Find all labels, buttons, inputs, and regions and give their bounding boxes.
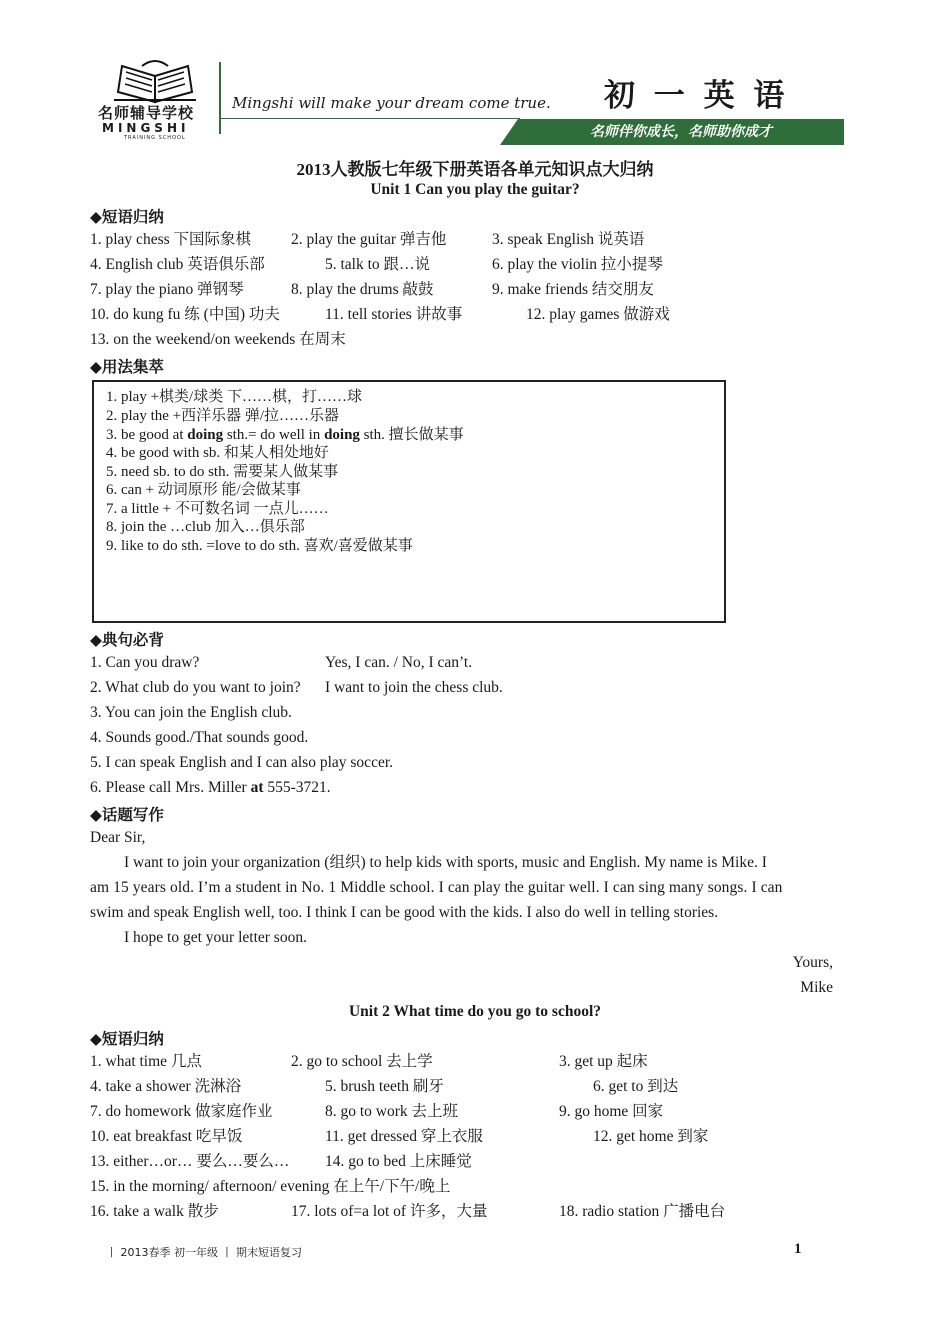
unit1-phrases-heading: ◆短语归纳 <box>90 208 164 226</box>
usage-item: 9. like to do sth. =love to do sth. 喜欢/喜爱做某事 <box>106 538 413 554</box>
school-name: 名师辅导学校 <box>98 104 195 122</box>
list-item: 4. take a shower 洗淋浴 <box>90 1078 242 1095</box>
usage-text: sth. 擅长做某事 <box>359 427 464 443</box>
usage-item: 4. be good with sb. 和某人相处地好 <box>106 445 329 461</box>
page-title: 2013人教版七年级下册英语各单元知识点大归纳 <box>296 160 654 179</box>
list-item: 7. play the piano 弹钢琴 <box>90 281 244 298</box>
list-item: 5. talk to 跟…说 <box>325 256 431 273</box>
school-logo-text: MINGSHI <box>102 121 190 135</box>
list-item <box>90 778 331 798</box>
list-item: 8. go to work 去上班 <box>325 1103 459 1120</box>
header-divider <box>219 62 221 134</box>
page-number: 1 <box>794 1241 802 1257</box>
page-footer: 丨 2013春季 初一年级 丨 期末短语复习 <box>106 1246 302 1259</box>
list-item: 11. tell stories 讲故事 <box>325 306 463 323</box>
unit2-phrases-heading: ◆短语归纳 <box>90 1030 164 1048</box>
sentence-text: 6. Please call Mrs. Miller <box>90 779 251 796</box>
list-item: 17. lots of=a lot of 许多，大量 <box>291 1203 488 1220</box>
usage-item: 2. play the +西洋乐器 弹/拉……乐器 <box>106 408 340 424</box>
list-item: 7. do homework 做家庭作业 <box>90 1103 273 1120</box>
list-item: 10. do kung fu 练 (中国) 功夫 <box>90 306 280 323</box>
letter-closing: Yours, <box>792 954 833 971</box>
list-item: 4. Sounds good./That sounds good. <box>90 729 309 746</box>
unit2-title: Unit 2 What time do you go to school? <box>348 1003 602 1020</box>
list-item: 2. What club do you want to join? <box>90 679 301 696</box>
unit1-title: Unit 1 Can you play the guitar? <box>370 181 580 198</box>
letter-line: I want to join your organization (组织) to help kids with sports, music and English. My name is Mike. I <box>124 854 767 871</box>
unit1-writing-heading: ◆话题写作 <box>90 806 164 824</box>
sentence-emphasis: at <box>250 779 264 796</box>
letter-greeting: Dear Sir, <box>90 829 146 846</box>
list-item: 3. You can join the English club. <box>90 704 292 721</box>
list-item: 3. speak English 说英语 <box>492 231 645 248</box>
list-item: 13. on the weekend/on weekends 在周末 <box>90 331 346 348</box>
list-item: 18. radio station 广播电台 <box>559 1203 726 1220</box>
usage-item: 8. join the …club 加入…俱乐部 <box>106 519 305 535</box>
list-item: 14. go to bed 上床睡觉 <box>325 1153 472 1170</box>
list-item: 10. eat breakfast 吃早饭 <box>90 1128 243 1145</box>
unit1-usage-heading: ◆用法集萃 <box>90 358 164 376</box>
book-logo-icon <box>112 56 198 106</box>
list-item: 1. what time 几点 <box>90 1053 202 1070</box>
letter-line: I hope to get your letter soon. <box>124 929 307 946</box>
list-item: 4. English club 英语俱乐部 <box>90 256 265 273</box>
usage-text: sth.= do well in <box>223 427 325 443</box>
header-rule <box>220 118 520 119</box>
list-item: 15. in the morning/ afternoon/ evening 在上午/下午/晚上 <box>90 1178 451 1195</box>
list-item: 2. go to school 去上学 <box>291 1053 433 1070</box>
usage-item: 6. can + 动词原形 能/会做某事 <box>106 482 301 498</box>
list-item: 6. get to 到达 <box>593 1078 679 1095</box>
list-item: 5. brush teeth 刷牙 <box>325 1078 444 1095</box>
usage-item: 7. a little + 不可数名词 一点儿…… <box>106 501 329 517</box>
list-item: 9. make friends 结交朋友 <box>492 281 654 298</box>
usage-emphasis: doing <box>324 427 360 443</box>
slogan: Mingshi will make your dream come true. <box>232 94 551 112</box>
school-logo-sub: TRAINING SCHOOL <box>124 135 186 141</box>
list-item: 6. play the violin 拉小提琴 <box>492 256 663 273</box>
list-item: 1. play chess 下国际象棋 <box>90 231 252 248</box>
list-item: 5. I can speak English and I can also play soccer. <box>90 754 394 771</box>
list-item: 16. take a walk 散步 <box>90 1203 219 1220</box>
list-item: Yes, I can. / No, I can’t. <box>325 654 473 671</box>
letter-line: am 15 years old. I’m a student in No. 1 Middle school. I can play the guitar well. I can sing many songs. I can <box>90 879 783 896</box>
list-item: I want to join the chess club. <box>325 679 503 696</box>
usage-item: 5. need sb. to do sth. 需要某人做某事 <box>106 464 339 480</box>
list-item: 8. play the drums 敲鼓 <box>291 281 434 298</box>
list-item: 1. Can you draw? <box>90 654 200 671</box>
letter-signature: Mike <box>800 979 833 996</box>
usage-emphasis: doing <box>187 427 224 443</box>
list-item: 13. either…or… 要么…要么… <box>90 1153 290 1170</box>
usage-text: 3. be good at <box>106 427 188 443</box>
list-item: 9. go home 回家 <box>559 1103 664 1120</box>
header-band: 名师伴你成长，名师助你成才 <box>518 119 844 145</box>
unit1-sentences-heading: ◆典句必背 <box>90 631 164 649</box>
usage-box <box>92 380 726 623</box>
usage-item: 1. play +棋类/球类 下……棋，打……球 <box>106 389 362 405</box>
list-item: 3. get up 起床 <box>559 1053 648 1070</box>
list-item: 12. get home 到家 <box>593 1128 709 1145</box>
list-item: 2. play the guitar 弹吉他 <box>291 231 447 248</box>
list-item: 11. get dressed 穿上衣服 <box>325 1128 483 1145</box>
usage-item <box>106 426 464 444</box>
list-item: 12. play games 做游戏 <box>526 306 670 323</box>
letter-line: swim and speak English well, too. I think I can be good with the kids. I also do well in telling stories. <box>90 904 719 921</box>
subject-title: 初 一 英 语 <box>604 78 789 114</box>
sentence-text: 555-3721. <box>263 779 331 796</box>
